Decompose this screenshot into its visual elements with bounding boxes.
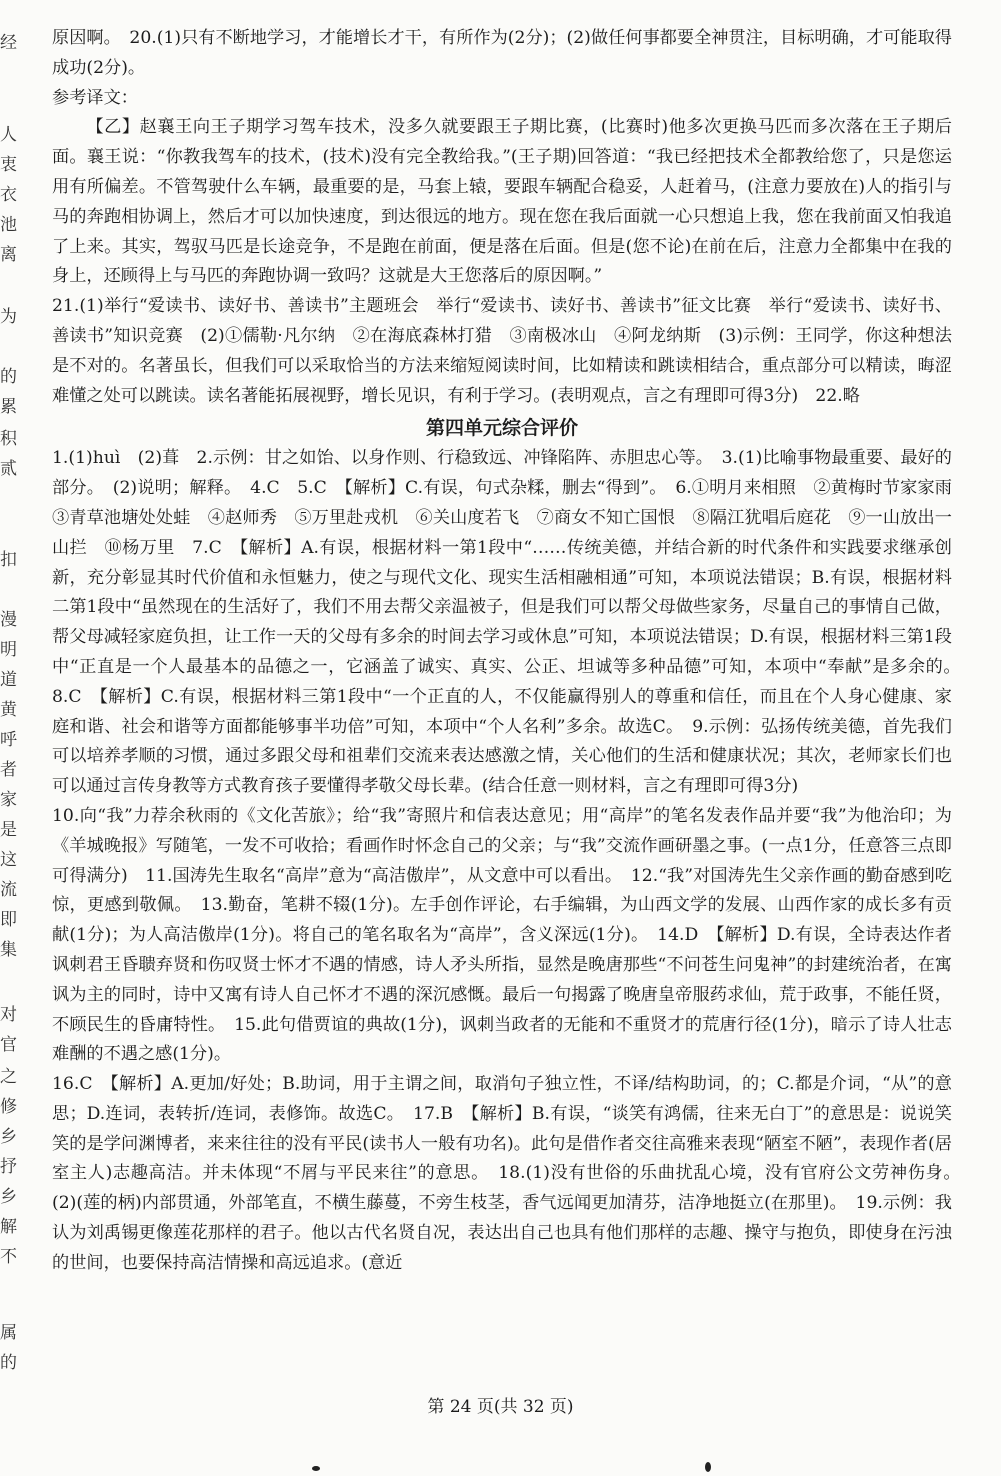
margin-char: 经 — [0, 33, 17, 53]
translation-paragraph: 【乙】赵襄王向王子期学习驾车技术，没多久就要跟王子期比赛，(比赛时)他多次更换马匹而多次落在王子期后面。襄王说：“你教我驾车的技术，(技术)没有完全教给我。”(王子期)回答道：“我已经把技术全都教给您了，只是您运用有所偏差。不管驾驶什么车辆，最重要的是，马套上辕，要跟车辆配合稳妥，人赶着马，(注意力要放在)人的指引与马的奔跑相协调上，然后才可以加快速度，到达很远的地方。现在您在我后面就一心只想追上我，您在我前面又怕我追了上来。其实，驾驭马匹是长途竞争，不是跑在前面，便是落在后面。但是(您不论)在前在后，注意力全都集中在我的身上，还顾得上与马匹的奔跑协调一致吗？这就是大王您落后的原因啊。” — [52, 117, 952, 287]
scan-smudge — [705, 1462, 711, 1472]
margin-char: 官 — [0, 1035, 17, 1055]
answer-paragraph-1-9: 1.(1)huì (2)葺 2.示例：甘之如饴、以身作则、行稳致远、冲锋陷阵、赤胆忠心等。 3.(1)比喻事物最重要、最好的部分。 (2)说明；解释。 4.C 5.C 【解析】C.有误，句式杂糅，删去“得到”。 6.①明月来相照 ②黄梅时节家家雨 ③青草池塘处处蛙 ④赵师秀 ⑤万里赴戎机 ⑥关山度若飞 ⑦商女不知亡国恨 ⑧隔江犹唱后庭花 ⑨一山放出一山拦 ⑩杨万里 7.C 【解析】A.有误，根据材料一第1段中“……传统美德，并结合新的时代条件和实践要求继承创新，充分彰显其时代价值和永恒魅力，使之与现代文化、现实生活相融相通”可知，本项说法错误；B.有误，根据材料二第1段中“虽然现在的生活好了，我们不用去帮父亲温被子，但是我们可以帮父母做些家务，尽量自己的事情自己做，帮父母减轻家庭负担，让工作一天的父母有多余的时间去学习或休息”可知，本项说法错误；D.有误，根据材料三第1段中“正直是一个人最基本的品德之一，它涵盖了诚实、真实、公正、坦诚等多种品德”可知，本项中“奉献”是多余的。 8.C 【解析】C.有误，根据材料三第1段中“一个正直的人，不仅能赢得别人的尊重和信任，而且在个人身心健康、家庭和谐、社会和谐等方面都能够事半功倍”可知，本项中“个人名利”多余。故选C。 9.示例：弘扬传统美德，首先我们可以培养孝顺的习惯，通过多跟父母和祖辈们交流来表达感激之情，关心他们的生活和健康状况；其次，老师家长们也可以通过言传身教等方式教育孩子要懂得孝敬父母长辈。(结合任意一则材料，言之有理即可得3分) — [52, 448, 970, 797]
margin-char: 人 — [0, 125, 17, 145]
margin-char: 衷 — [0, 155, 17, 175]
answer-paragraph-20: 原因啊。 20.(1)只有不断地学习，才能增长才干，有所作为(2分)；(2)做任何事都要全神贯注，目标明确，才可能取得成功(2分)。 — [52, 28, 952, 78]
left-margin-bleed — [0, 0, 20, 1476]
margin-char: 呼 — [0, 730, 17, 750]
margin-char: 即 — [0, 910, 17, 930]
margin-char: 扣 — [0, 550, 17, 570]
margin-char: 解 — [0, 1217, 17, 1237]
margin-char: 漫 — [0, 610, 17, 630]
margin-char: 衣 — [0, 185, 17, 205]
scan-smudge — [312, 1466, 320, 1471]
margin-char: 积 — [0, 429, 17, 449]
margin-char: 的 — [0, 367, 17, 387]
margin-char: 离 — [0, 245, 17, 265]
answer-paragraph-16-19: 16.C 【解析】A.更加/好处；B.助词，用于主谓之间，取消句子独立性，不译/结构助词，的；C.都是介词，“从”的意思；D.连词，表转折/连词，表修饰。故选C。 17.B 【解析】B.有误，“谈笑有鸿儒，往来无白丁”的意思是：说说笑笑的是学问渊博者，来来往往的没有平民(读书人一般有功名)。此句是借作者交往高雅来表现“陋室不陋”，表现作者(居室主人)志趣高洁。并未体现“不屑与平民来往”的意思。 18.(1)没有世俗的乐曲扰乱心境，没有官府公文劳神伤身。 (2)(莲的柄)内部贯通，外部笔直，不横生藤蔓，不旁生枝茎，香气远闻更加清芬，洁净地挺立(在那里)。 19.示例：我认为刘禹锡更像莲花那样的君子。他以古代名贤自况，表达出自己也具有他们那样的志趣、操守与抱负，即使身在污浊的世间，也要保持高洁情操和高远追求。(意近 — [52, 1074, 970, 1273]
answer-page-body — [52, 24, 970, 1279]
margin-char: 累 — [0, 397, 17, 417]
margin-char: 为 — [0, 307, 17, 327]
margin-char: 池 — [0, 215, 17, 235]
margin-char: 的 — [0, 1353, 17, 1373]
margin-char: 对 — [0, 1005, 17, 1025]
margin-char: 修 — [0, 1097, 17, 1117]
margin-char: 是 — [0, 820, 17, 840]
margin-char: 家 — [0, 790, 17, 810]
margin-char: 乡 — [0, 1127, 17, 1147]
margin-char: 者 — [0, 760, 17, 780]
margin-char: 这 — [0, 850, 17, 870]
margin-char: 明 — [0, 640, 17, 660]
margin-char: 道 — [0, 670, 17, 690]
margin-char: 属 — [0, 1323, 17, 1343]
page-number: 第 24 页(共 32 页) — [427, 1397, 574, 1417]
margin-char: 流 — [0, 880, 17, 900]
answer-paragraph-21: 21.(1)举行“爱读书、读好书、善读书”主题班会 举行“爱读书、读好书、善读书”征文比赛 举行“爱读书、读好书、善读书”知识竞赛 (2)①儒勒·凡尔纳 ②在海底森林打猎 ③南极冰山 ④阿龙纳斯 (3)示例：王同学，你这种想法是不对的。名著虽长，但我们可以采取恰当的方法来缩短阅读时间，比如精读和跳读相结合，重点部分可以精读，晦涩难懂之处可以跳读。读名著能拓展视野，增长见识，有利于学习。(表明观点，言之有理即可得3分) 22.略 — [52, 296, 952, 406]
margin-char: 之 — [0, 1067, 17, 1087]
translation-heading: 参考译文： — [52, 87, 138, 108]
answer-paragraph-10-15: 10.向“我”力荐余秋雨的《文化苦旅》；给“我”寄照片和信表达意见；用“高岸”的笔名发表作品并要“我”为他治印；为《羊城晚报》写随笔，一发不可收拾；看画作时怀念自己的父亲；与“我”交流作画研墨之事。(一点1分，任意答三点即可得满分) 11.国涛先生取名“高岸”意为“高洁傲岸”，从文意中可以看出。 12.“我”对国涛先生父亲作画的勤奋感到吃惊，更感到敬佩。 13.勤奋，笔耕不辍(1分)。左手创作评论，右手编辑，为山西文学的发展、山西作家的成长多有贡献(1分)；为人高洁傲岸(1分)。将自己的笔名取名为“高岸”，含义深远(1分)。 14.D 【解析】D.有误，全诗表达作者讽刺君王昏聩弃贤和伤叹贤士怀才不遇的情感，诗人矛头所指，显然是晚唐那些“不问苍生问鬼神”的封建统治者，在寓讽为主的同时，诗中又寓有诗人自己怀才不遇的深沉感慨。最后一句揭露了晚唐皇帝服药求仙，荒于政事，不能任贤，不顾民生的昏庸特性。 15.此句借贾谊的典故(1分)，讽刺当政者的无能和不重贤才的荒唐行径(1分)，暗示了诗人壮志难酬的不遇之感(1分)。 — [52, 805, 952, 1065]
margin-char: 集 — [0, 940, 17, 960]
section-title: 第四单元综合评价 — [425, 417, 578, 440]
margin-char: 不 — [0, 1247, 17, 1267]
margin-char: 贰 — [0, 459, 17, 479]
margin-char: 乡 — [0, 1187, 17, 1207]
margin-char: 黄 — [0, 700, 17, 720]
margin-char: 抒 — [0, 1157, 17, 1177]
